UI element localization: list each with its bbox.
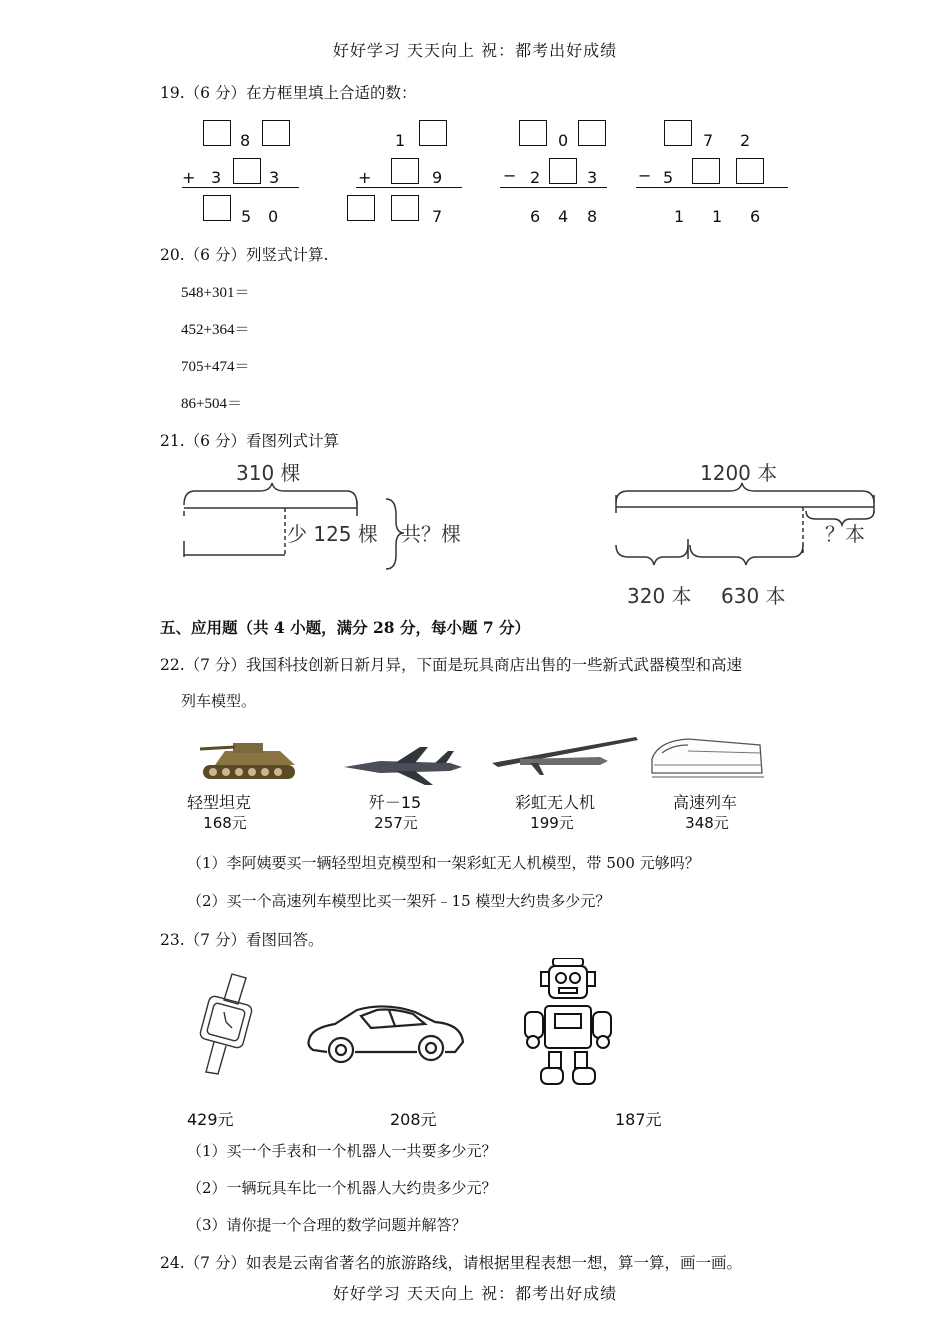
label-top: 310 棵 (236, 461, 301, 485)
brace-a (616, 545, 688, 565)
digit: 3 (211, 168, 222, 187)
label-b: 630 本 (721, 584, 786, 608)
q19-title: 19.（6 分）在方框里填上合适的数： (160, 84, 417, 102)
q20-title: 20.（6 分）列竖式计算. (160, 246, 329, 264)
q21-diagrams (0, 455, 950, 615)
jet-icon (340, 743, 465, 788)
robot-price: 187元 (615, 1110, 662, 1129)
operator: − (638, 166, 652, 185)
digit: 3 (269, 168, 280, 187)
q22-sub-2: （2）买一个高速列车模型比买一架歼﹣15 模型大约贵多少元？ (187, 892, 611, 910)
digit: 2 (530, 168, 541, 187)
label-a: 320 本 (627, 584, 692, 608)
sum-line (182, 187, 299, 188)
digit: 1 (712, 207, 723, 226)
answer-box[interactable] (419, 120, 447, 146)
answer-box[interactable] (578, 120, 606, 146)
drone-icon (490, 733, 640, 778)
sum-line (500, 187, 607, 188)
digit: 4 (558, 207, 569, 226)
page-header: 好好学习 天天向上 祝：都考出好成绩 (332, 41, 618, 60)
operator: + (358, 168, 372, 187)
toy-name: 彩虹无人机 (514, 793, 595, 812)
sum-line (636, 187, 788, 188)
q23-sub-2: （2）一辆玩具车比一个机器人大约贵多少元？ (187, 1179, 497, 1197)
robot-icon (519, 958, 619, 1088)
label-total: 共？棵 (401, 522, 461, 546)
label-less: 少 125 棵 (287, 522, 378, 546)
top-brace (616, 483, 874, 503)
train-icon (648, 735, 766, 783)
label-top: 1200 本 (700, 461, 778, 485)
answer-box[interactable] (519, 120, 547, 146)
q21-title: 21.（6 分）看图列式计算 (160, 432, 339, 450)
answer-box[interactable] (203, 120, 231, 146)
car-icon (305, 1002, 467, 1066)
toy-name: 轻型坦克 (186, 793, 251, 812)
tank-icon (195, 735, 305, 785)
toy-price: 168元 (203, 814, 247, 832)
digit: 9 (432, 168, 443, 187)
q22-title: 22.（7 分）我国科技创新日新月异，下面是玩具商店出售的一些新式武器模型和高速 (160, 656, 742, 674)
section-title: 五、应用题（共 4 小题，满分 28 分，每小题 7 分） (160, 618, 531, 637)
operator: + (182, 168, 196, 187)
digit: 1 (395, 131, 406, 150)
answer-box[interactable] (233, 158, 261, 184)
digit: 2 (740, 131, 751, 150)
digit: 7 (703, 131, 714, 150)
car-price: 208元 (390, 1110, 437, 1129)
q23-sub-1: （1）买一个手表和一个机器人一共要多少元？ (187, 1142, 497, 1160)
toy-price: 348元 (685, 814, 729, 832)
digit: 1 (674, 207, 685, 226)
answer-box[interactable] (549, 158, 577, 184)
q23-title: 23.（7 分）看图回答。 (160, 931, 324, 949)
toy-name: 高速列车 (672, 793, 737, 812)
watch-price: 429元 (187, 1110, 234, 1129)
q24-title: 24.（7 分）如表是云南省著名的旅游路线，请根据里程表想一想，算一算，画一画。 (160, 1254, 742, 1272)
answer-box[interactable] (391, 195, 419, 221)
digit: 8 (587, 207, 598, 226)
digit: 8 (240, 131, 251, 150)
toy-price: 199元 (530, 814, 574, 832)
answer-box[interactable] (203, 195, 231, 221)
page-footer: 好好学习 天天向上 祝：都考出好成绩 (332, 1284, 618, 1303)
watch-icon (188, 970, 268, 1076)
answer-box[interactable] (262, 120, 290, 146)
q23-sub-3: （3）请你提一个合理的数学问题并解答？ (187, 1216, 467, 1234)
answer-box[interactable] (692, 158, 720, 184)
digit: 0 (268, 207, 279, 226)
label-question: ？本 (825, 522, 865, 546)
sum-line (356, 187, 462, 188)
top-brace (184, 483, 357, 505)
answer-box[interactable] (664, 120, 692, 146)
toy-price: 257元 (374, 814, 418, 832)
toy-name: 歼－15 (368, 793, 422, 812)
brace-b (690, 545, 803, 565)
answer-box[interactable] (347, 195, 375, 221)
operator: − (503, 166, 517, 185)
equation: 705+474＝ (181, 359, 250, 375)
digit: 6 (750, 207, 761, 226)
answer-box[interactable] (736, 158, 764, 184)
digit: 7 (432, 207, 443, 226)
equation: 548+301＝ (181, 285, 250, 301)
digit: 3 (587, 168, 598, 187)
q22-title-cont: 列车模型。 (181, 692, 257, 710)
equation: 452+364＝ (181, 322, 250, 338)
digit: 6 (530, 207, 541, 226)
digit: 5 (663, 168, 674, 187)
q22-sub-1: （1）李阿姨要买一辆轻型坦克模型和一架彩虹无人机模型，带 500 元够吗？ (187, 854, 700, 872)
equation: 86+504＝ (181, 396, 242, 412)
digit: 5 (241, 207, 252, 226)
digit: 0 (558, 131, 569, 150)
answer-box[interactable] (391, 158, 419, 184)
